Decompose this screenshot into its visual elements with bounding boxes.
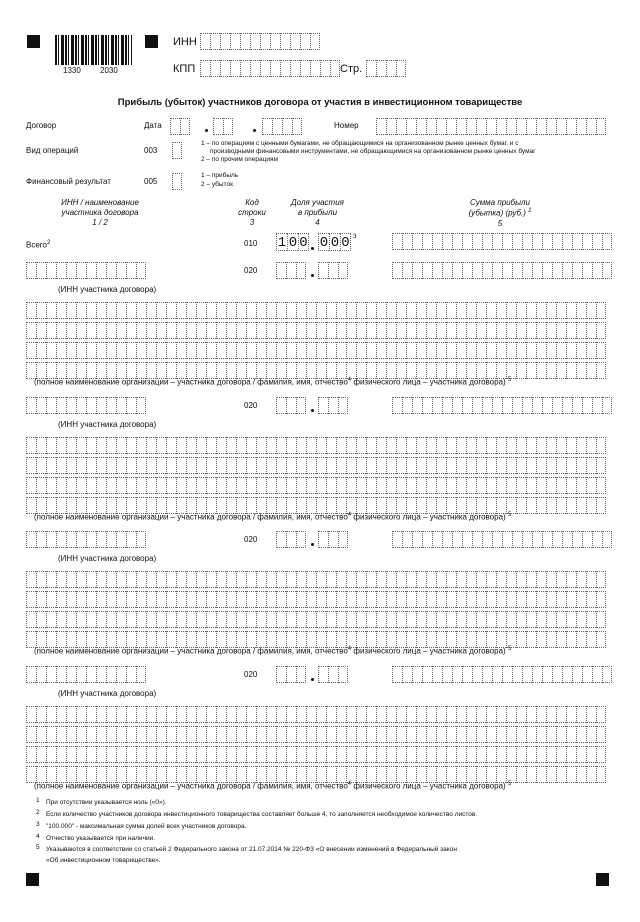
footnote-number: 2	[36, 809, 40, 816]
footnote-number: 4	[36, 833, 40, 840]
participant-amount-field[interactable]	[392, 531, 612, 548]
contract-number-field[interactable]	[376, 118, 606, 135]
participant-code: 020	[244, 401, 258, 410]
participant-name-caption: (полное наименование организации – участника договора / фамилия, имя, отчество$^4$ физического лица – участника договора) $^5$	[34, 781, 512, 791]
operation-field[interactable]	[172, 142, 182, 159]
participant-share-frac[interactable]	[318, 531, 348, 548]
participant-name-row[interactable]	[26, 591, 606, 608]
operation-option-2: 2 – по прочим операциям	[201, 156, 279, 163]
participant-name-row[interactable]	[26, 477, 606, 494]
operation-option-1b: производными финансовыми инструментами, не обращающимися на организованном рынке ценных бумаг	[210, 148, 536, 155]
operation-label: Вид операций	[26, 146, 79, 155]
kpp-field[interactable]	[200, 60, 340, 77]
participant-share-int[interactable]	[276, 397, 306, 414]
page-title: Прибыль (убыток) участников договора от участия в инвестиционном товариществе	[117, 97, 523, 108]
barcode-number-left: 1330	[63, 66, 81, 75]
participant-code: 020	[244, 670, 258, 679]
participant-share-frac[interactable]	[318, 666, 348, 683]
total-share-frac[interactable]: 0 0 0	[319, 235, 350, 251]
participant-name-row[interactable]	[26, 746, 606, 763]
participant-inn-caption: (ИНН участника договора)	[58, 689, 157, 698]
participant-inn-field[interactable]	[26, 666, 146, 683]
participant-share-frac[interactable]	[318, 397, 348, 414]
footnote-number: 5	[36, 844, 40, 851]
corner-marker-bottom-right	[596, 873, 609, 886]
participant-name-caption: (полное наименование организации – участника договора / фамилия, имя, отчество$^4$ физического лица – участника договора) $^5$	[34, 377, 512, 387]
participant-inn-caption: (ИНН участника договора)	[58, 285, 157, 294]
footnote-text: При отсутствии указывается ноль («0»).	[46, 799, 167, 806]
corner-marker-top-left	[27, 35, 40, 48]
column-header-amount: Сумма прибыли (убытка) (руб.) $^1$ 5	[468, 198, 532, 228]
participant-name-row[interactable]	[26, 706, 606, 723]
participant-inn-field[interactable]	[26, 262, 146, 279]
footnote-text: Указываются в соответствии со статьей 2 Федерального закона от 21.07.2014 № 220-ФЗ «О внесении изменений в Федеральный закон	[46, 846, 457, 853]
total-label: Всего$^2$	[26, 240, 51, 250]
footnote-text: Если количество участников договора инвестиционного товарищества составляет больше 4, то заполняется необходимое количество листов.	[46, 811, 478, 818]
result-code: 005	[144, 177, 158, 186]
result-field[interactable]	[172, 173, 182, 190]
participant-name-row[interactable]	[26, 571, 606, 588]
footnote-text: «Об инвестиционном товариществе».	[46, 857, 161, 864]
operation-option-1: 1 – по операциям с ценными бумагами, не обращающимися на организованном рынке ценных бумаг, и с	[201, 140, 519, 147]
inn-field[interactable]	[200, 33, 320, 50]
participant-amount-field[interactable]	[392, 262, 612, 279]
kpp-label: КПП	[173, 63, 196, 75]
operation-code: 003	[144, 146, 158, 155]
participant-name-row[interactable]	[26, 342, 606, 359]
participant-share-frac[interactable]	[318, 262, 348, 279]
inn-label: ИНН	[173, 36, 197, 48]
contract-day-field[interactable]	[170, 118, 190, 135]
participant-name-caption: (полное наименование организации – участника договора / фамилия, имя, отчество$^4$ физического лица – участника договора) $^5$	[34, 646, 512, 656]
participant-share-int[interactable]	[276, 666, 306, 683]
contract-label: Договор	[26, 121, 57, 130]
barcode	[55, 35, 132, 65]
total-share-int[interactable]: 1 0 0	[277, 235, 308, 251]
contract-number-label: Номер	[334, 121, 359, 130]
participant-inn-field[interactable]	[26, 397, 146, 414]
result-option-1: 1 – прибыль	[201, 172, 239, 179]
participant-inn-caption: (ИНН участника договора)	[58, 554, 157, 563]
footnote-text: "100.000" - максимальная сумма долей всех участников договора.	[46, 823, 247, 830]
total-share-sup: 3	[353, 233, 357, 240]
column-header-participant: ИНН / наименование участника договора 1 / 2	[61, 198, 139, 227]
participant-name-row[interactable]	[26, 611, 606, 628]
participant-name-row[interactable]	[26, 457, 606, 474]
column-header-code: Код строки 3	[238, 198, 266, 227]
footnote-number: 1	[36, 797, 40, 804]
contract-year-field[interactable]	[262, 118, 302, 135]
participant-code: 020	[244, 535, 258, 544]
participant-name-row[interactable]	[26, 322, 606, 339]
column-header-share: Доля участия в прибыли 4	[291, 198, 344, 227]
participant-name-row[interactable]	[26, 726, 606, 743]
participant-code: 020	[244, 266, 258, 275]
total-amount-field[interactable]	[392, 233, 612, 250]
barcode-number-right: 2030	[100, 66, 118, 75]
corner-marker-top-right	[145, 35, 158, 48]
contract-month-field[interactable]	[213, 118, 233, 135]
footnote-text: Отчество указывается при наличии.	[46, 835, 156, 842]
contract-date-label: Дата	[144, 121, 162, 130]
participant-name-caption: (полное наименование организации – участника договора / фамилия, имя, отчество$^4$ физического лица – участника договора) $^5$	[34, 512, 512, 522]
result-option-2: 2 – убыток	[201, 181, 233, 188]
participant-amount-field[interactable]	[392, 397, 612, 414]
participant-inn-caption: (ИНН участника договора)	[58, 420, 157, 429]
page-number-field[interactable]	[366, 60, 406, 77]
total-code: 010	[244, 239, 258, 248]
participant-name-row[interactable]	[26, 437, 606, 454]
result-label: Финансовый результат	[26, 177, 111, 186]
participant-share-int[interactable]	[276, 262, 306, 279]
participant-name-row[interactable]	[26, 302, 606, 319]
corner-marker-bottom-left	[26, 873, 39, 886]
participant-share-int[interactable]	[276, 531, 306, 548]
participant-inn-field[interactable]	[26, 531, 146, 548]
footnote-number: 3	[36, 821, 40, 828]
page-label: Стр.	[340, 63, 363, 75]
participant-amount-field[interactable]	[392, 666, 612, 683]
